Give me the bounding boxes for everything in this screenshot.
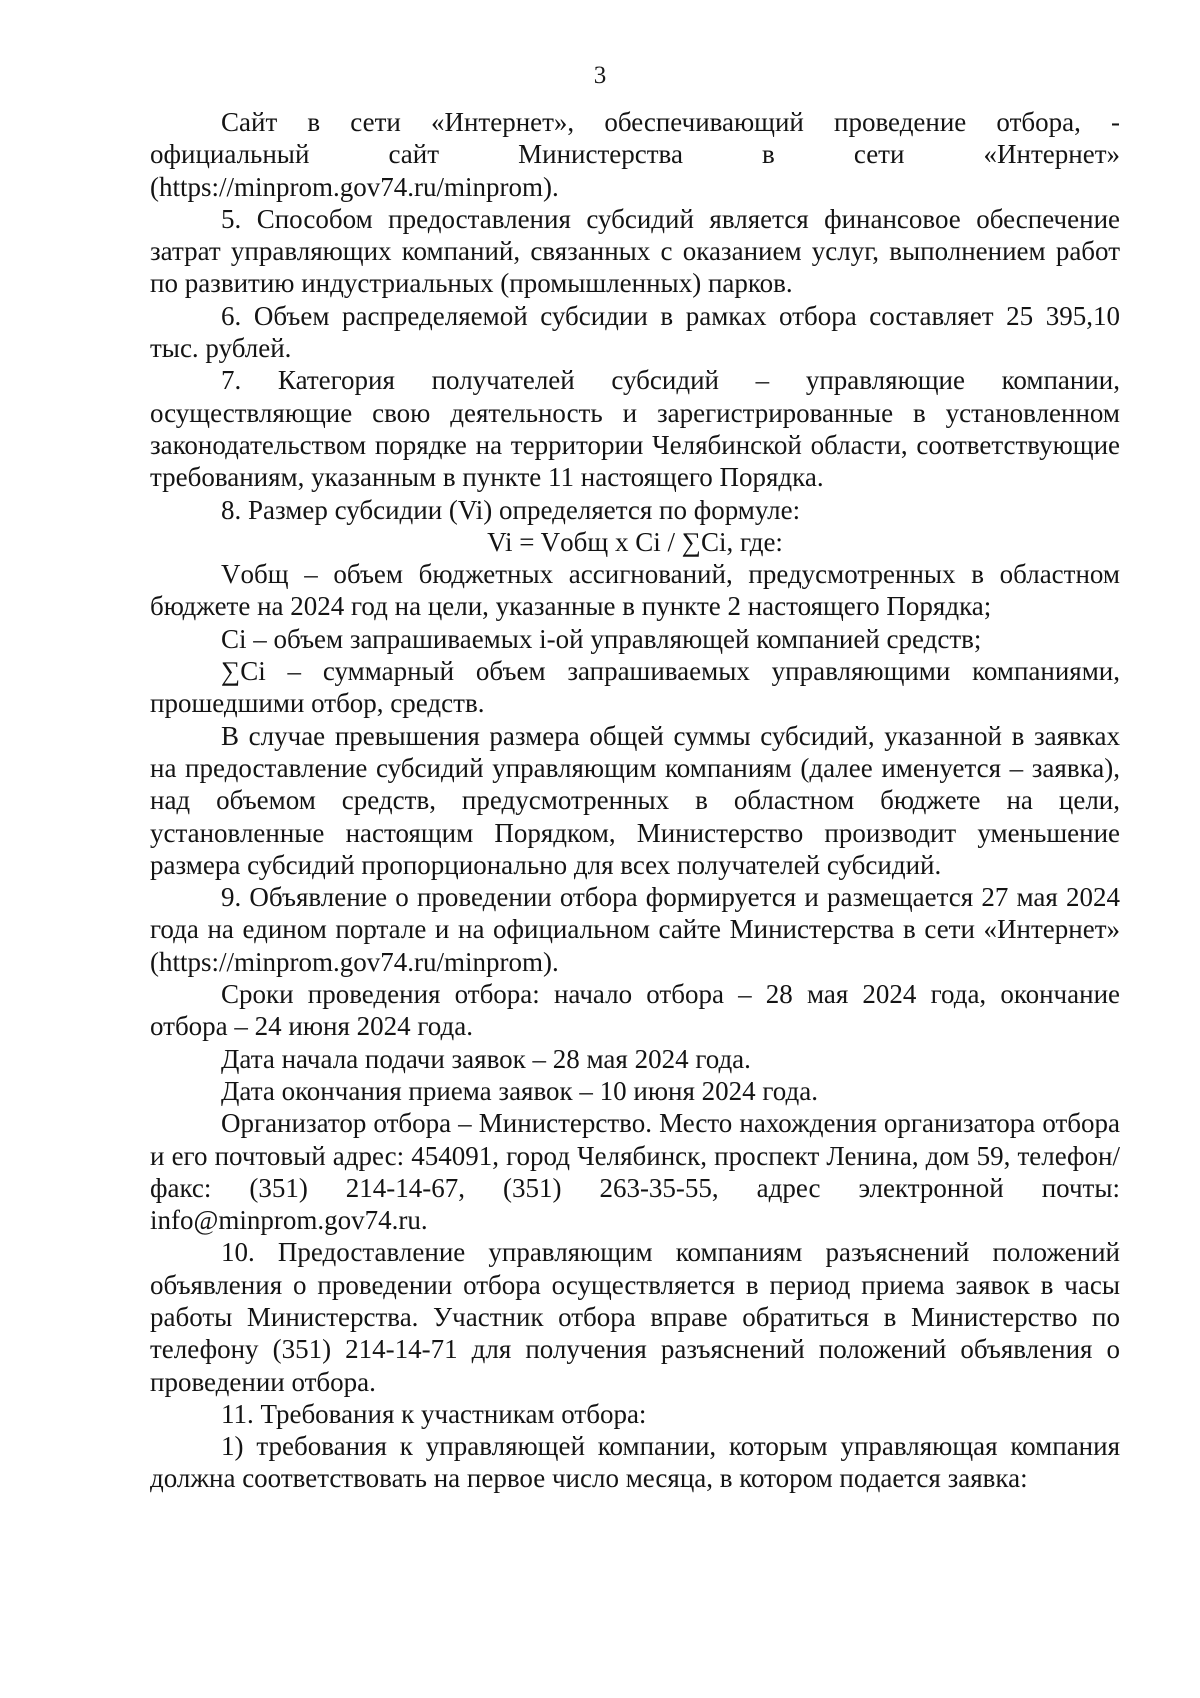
paragraph-website: Сайт в сети «Интернет», обеспечивающий проведение отбора, - официальный сайт Министерства в сети «Интернет» (https://minprom.gov74.ru/minprom). (150, 107, 1120, 202)
paragraph-item-9: 9. Объявление о проведении отбора формируется и размещается 27 мая 2024 года на едином портале и на официальном сайте Министерства в сети «Интернет» (https://minprom.gov74.ru/minprom). (150, 882, 1120, 977)
formula: Vi = Vобщ x Ci / ∑Ci, где: (487, 526, 783, 557)
paragraph-ci-definition: Ci – объем запрашиваемых i-ой управляющей компанией средств; (221, 623, 982, 654)
paragraph-vobsh-definition: Vобщ – объем бюджетных ассигнований, предусмотренных в областном бюджете на 2024 год на цели, указанные в пункте 2 настоящего Порядка; (150, 559, 1120, 622)
paragraph-application-end: Дата окончания приема заявок – 10 июня 2024 года. (221, 1075, 818, 1106)
paragraph-item-11: 11. Требования к участникам отбора: (221, 1398, 647, 1429)
page-number: 3 (593, 62, 607, 89)
paragraph-organizer: Организатор отбора – Министерство. Место нахождения организатора отбора и его почтовый адрес: 454091, город Челябинск, проспект Ленина, дом 59, телефон/факс: (351) 214-14-67, (351) 263-35-55, адрес электронной почты: info@minprom.gov74.ru. (150, 1108, 1120, 1236)
paragraph-sum-ci-definition: ∑Ci – суммарный объем запрашиваемых управляющими компаниями, прошедшими отбор, средств. (150, 656, 1120, 719)
paragraph-excess-case: В случае превышения размера общей суммы субсидий, указанной в заявках на предоставление субсидий управляющим компаниям (далее именуется – заявка), над объемом средств, предусмотренных в областном бюджете на цели, установленные настоящим Порядком, Министерство производит уменьшение размера субсидий пропорционально для всех получателей субсидий. (150, 720, 1120, 880)
paragraph-item-6: 6. Объем распределяемой субсидии в рамках отбора составляет 25 395,10 тыс. рублей. (150, 300, 1120, 364)
paragraph-item-10: 10. Предоставление управляющим компаниям разъяснений положений объявления о проведении отбора осуществляется в период приема заявок в часы работы Министерства. Участник отбора вправе обратиться в Министерство по телефону (351) 214-14-71 для получения разъяснений положений объявления о проведении отбора. (150, 1237, 1120, 1397)
paragraph-item-5: 5. Способом предоставления субсидий является финансовое обеспечение затрат управляющих компаний, связанных с оказанием услуг, выполнением работ по развитию индустриальных (промышленных) парков. (150, 203, 1120, 299)
paragraph-selection-dates: Сроки проведения отбора: начало отбора – 28 мая 2024 года, окончание отбора – 24 июня 2024 года. (150, 979, 1120, 1042)
paragraph-application-start: Дата начала подачи заявок – 28 мая 2024 года. (221, 1043, 751, 1074)
paragraph-item-8: 8. Размер субсидии (Vi) определяется по формуле: (221, 494, 801, 525)
document-body (150, 106, 1120, 1495)
paragraph-item-11-1: 1) требования к управляющей компании, которым управляющая компания должна соответствовать на первое число месяца, в котором подается заявка: (150, 1431, 1120, 1494)
paragraph-item-7: 7. Категория получателей субсидий – управляющие компании, осуществляющие свою деятельность и зарегистрированные в установленном законодательством порядке на территории Челябинской области, соответствующие требованиям, указанным в пункте 11 настоящего Порядка. (150, 365, 1120, 493)
